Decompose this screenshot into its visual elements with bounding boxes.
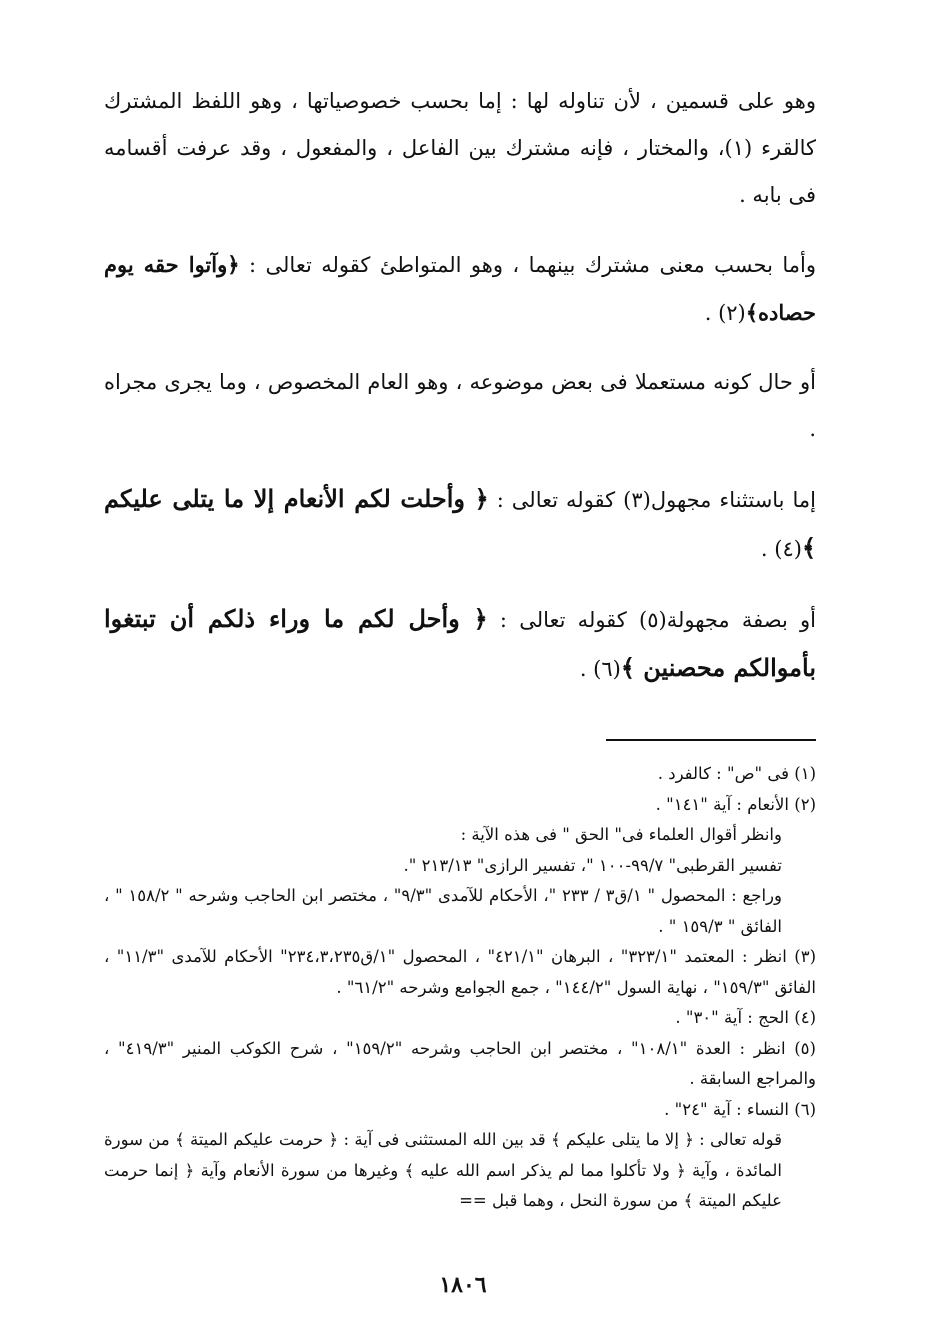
- paragraph-5-tail: (٦) .: [579, 657, 621, 681]
- paragraph-5: [104, 595, 816, 693]
- paragraph-4-lead: إما باستثناء مجهول(٣) كقوله تعالى :: [496, 488, 816, 512]
- paragraph-5-lead: أو بصفة مجهولة(٥) كقوله تعالى :: [499, 608, 817, 632]
- document-page: [104, 78, 816, 1328]
- footnote-4: (٤) الحج : آية "٣٠" .: [675, 1008, 816, 1027]
- footnote-2-note-b: تفسير القرطبى" ٩٩/٧-١٠٠ "، تفسير الرازى" ٢١٣/١٣ ".: [403, 855, 782, 875]
- footnote-3: (٣) انظر : المعتمد "٣٢٣/١" ، البرهان "٤٢١/١" ، المحصول "١/ق٢٣٤،٣،٢٣٥" الأحكام للآمدى "١١/٣" ، الفائق "١٥٩/٣" ، نهاية السول "١٤٤/٢" ، جمع الجوامع وشرحه "٦١/٢" .: [104, 947, 816, 997]
- paragraph-2-lead: وأما بحسب معنى مشترك بينهما ، وهو المتواطئ كقوله تعالى :: [249, 253, 816, 277]
- paragraph-2: [104, 241, 816, 337]
- footnote-2-note-c: وراجع : المحصول " ١/ق٣ / ٢٣٣ "، الأحكام للآمدى "٩/٣" ، مختصر ابن الحاجب وشرحه " ١٥٨/٢ " ، الفائق " ١٥٩/٣ " .: [104, 886, 782, 936]
- footnote-6: (٦) النساء : آية "٢٤" .: [664, 1099, 816, 1119]
- footnotes: [104, 759, 816, 1217]
- quran-verse-1: ﴿وآتوا حقه يوم حصاده﴾: [104, 252, 816, 325]
- paragraph-4: [104, 475, 816, 573]
- paragraph-3: أو حال كونه مستعملا فى بعض موضوعه ، وهو العام المخصوص ، وما يجرى مجراه .: [104, 370, 816, 441]
- footnote-2: (٢) الأنعام : آية "١٤١" .: [655, 794, 816, 814]
- quran-verse-2: ﴿ وأحلت لكم الأنعام إلا ما يتلى عليكم ﴾: [104, 484, 816, 562]
- paragraph-2-tail: (٢) .: [704, 301, 746, 325]
- footnote-5: (٥) انظر : العدة "١٠٨/١" ، مختصر ابن الحاجب وشرحه "١٥٩/٢" ، شرح الكوكب المنير "٤١٩/٣" ، والمراجع السابقة .: [104, 1038, 816, 1088]
- paragraph-1: وهو على قسمين ، لأن تناوله لها : إما بحسب خصوصياتها ، وهو اللفظ المشترك كالقرء (١)، والمختار ، فإنه مشترك بين الفاعل ، والمفعول ، وقد عرفت أقسامه فى بابه .: [104, 89, 816, 207]
- main-text: [104, 78, 816, 693]
- footnote-6-note: قوله تعالى : ﴿ إلا ما يتلى عليكم ﴾ قد بين الله المستثنى فى آية : ﴿ حرمت عليكم الميتة ﴾ من سورة المائدة ، وآية ﴿ ولا تأكلوا مما لم يذكر اسم الله عليه ﴾ وغيرها من سورة الأنعام وآية ﴿ إنما حرمت عليكم الميتة ﴾ من سورة النحل ، وهما قبل ==: [104, 1130, 783, 1210]
- quran-verse-3: ﴿ وأحل لكم ما وراء ذلكم أن تبتغوا بأموالكم محصنين ﴾: [104, 604, 816, 682]
- footnote-separator: [606, 739, 816, 741]
- footnote-2-note-a: وانظر أقوال العلماء فى" الحق " فى هذه الآية :: [460, 825, 782, 844]
- page-number: ١٨٠٦: [439, 1272, 487, 1298]
- footnote-1: (١) فى "ص" : كالفرد .: [657, 764, 816, 783]
- paragraph-4-tail: (٤) .: [760, 537, 802, 561]
